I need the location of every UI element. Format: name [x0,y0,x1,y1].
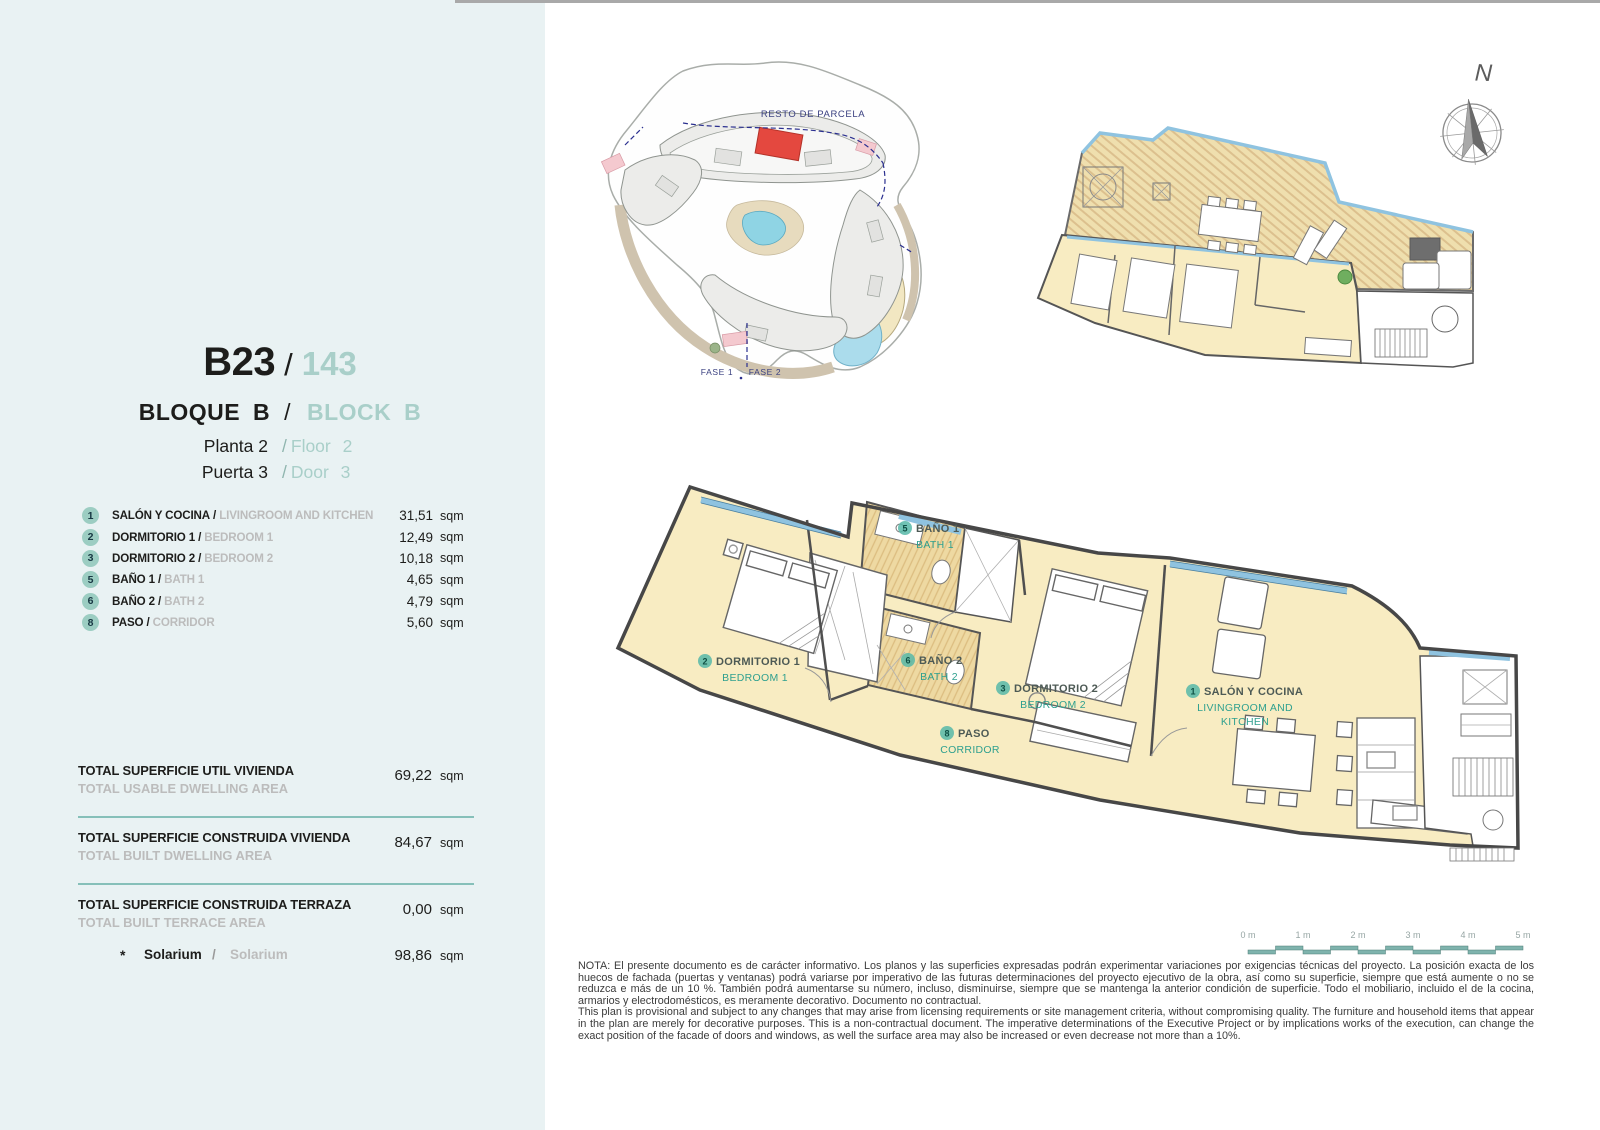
svg-text:BATH 2: BATH 2 [920,671,958,683]
total-title-es: TOTAL SUPERFICIE CONSTRUIDA VIVIENDA [78,830,351,845]
scale-tick: 3 m [1405,930,1421,940]
svg-text:PASO: PASO [958,728,990,740]
total-title-en: TOTAL BUILT DWELLING AREA [78,848,273,863]
total-built-area [78,830,474,863]
svg-text:BATH 1: BATH 1 [916,539,954,551]
svg-text:BAÑO 2: BAÑO 2 [919,655,963,667]
total-usable-area [78,763,474,796]
scale-tick: 4 m [1460,930,1476,940]
solarium-label-en: Solarium [230,947,288,962]
block-slash: / [284,399,291,425]
svg-text:SALÓN Y COCINA: SALÓN Y COCINA [1204,686,1304,698]
solarium-label-es: Solarium [144,947,202,962]
room-name-en: BATH 1 [164,573,205,587]
scale-bar-steps [1248,946,1523,954]
shower-stall [955,528,1019,622]
room-row: 2 DORMITORIO 1 / BEDROOM 1 12,49 sqm [78,526,474,547]
divider-line [78,883,474,885]
room-area-unit: sqm [440,572,464,587]
room-row: 3 DORMITORIO 2 / BEDROOM 2 10,18 sqm [78,548,474,569]
page-top-border [455,0,1600,3]
door-en: Door 3 [290,462,351,482]
scale-tick: 0 m [1240,930,1256,940]
fase1-label: FASE 1 [700,367,734,377]
note-english: This plan is provisional and subject to any changes that may arise from licensing requirements or site management criteria, without compromising quality. The furniture and household items that appear in the plan are merely for decorative purposes. This is a non-contractual document. The imperative determinations of the Executive Project or by implications works of the execution, can change the exact position of the facade of doors and windows, as well the surface area may also be increased or even decrease not more than a 10%. [578,1006,1534,1042]
room-area-unit: sqm [440,551,464,566]
door-slash: / [282,462,287,482]
block-es: BLOQUE B [138,399,271,425]
scale-tick: 2 m [1350,930,1366,940]
room-number-badge: 1 [82,507,99,524]
floor-slash: / [282,436,287,456]
unit-header [80,340,480,385]
scale-bar [1215,918,1535,963]
total-unit: sqm [440,903,464,917]
door-line [80,462,480,483]
room-row: 6 BAÑO 2 / BATH 2 4,79 sqm [78,591,474,612]
note-spanish: NOTA: El presente documento es de carácter informativo. Los planos y las superficies expresadas podrán experimentar variaciones por exigencias técnicas del proyecto. La posición exacta de los huecos de fachada (puertas y ventanas) podrá variarse por imperativo de las futuras determinaciones del proyecto ejecutivo de la obra, así como su superficie, siempre que está aumente o no se reduzca e más de un 10 %. También podrá aumentarse su número, incluso, disminuirse, siempre que se mantenga la anterior condición de superficie. Todo el mobiliario, incluido el de la cocina, armarios y electrodomésticos, es meramente decorativo. Documento no contractual. [578,960,1534,1007]
fase-divider-dot [740,377,743,380]
room-area-unit: sqm [440,615,464,630]
room-name-en: CORRIDOR [152,616,215,630]
unit-slash: / [284,347,293,382]
room-number-badge: 3 [82,550,99,567]
room-area: 5,60 [406,615,433,631]
solarium-slash: / [212,947,216,962]
room-name-es: DORMITORIO 2 [112,551,196,565]
block-en: BLOCK B [307,399,422,425]
total-value: 0,00 [402,901,432,918]
main-floor-plan [605,460,1535,960]
room-number-badge: 2 [82,529,99,546]
room-row: 8 PASO / CORRIDOR 5,60 sqm [78,612,474,633]
roof-stairs [1375,329,1427,357]
total-value: 84,67 [394,834,432,851]
room-number-badge: 6 [82,593,99,610]
resto-de-parcela-label: RESTO DE PARCELA [760,109,866,120]
floor-es: Planta 2 [203,436,268,456]
room-row: 5 BAÑO 1 / BATH 1 4,65 sqm [78,569,474,590]
solarium-unit: sqm [440,949,464,963]
room-name-es: BAÑO 1 [112,573,155,587]
legal-note [578,961,1534,1042]
room-area-unit: sqm [440,530,464,545]
room-name-en: BEDROOM 2 [204,551,274,565]
total-title-en: TOTAL USABLE DWELLING AREA [78,781,289,796]
svg-text:6: 6 [905,655,911,666]
floor-line [80,436,480,457]
room-name-es: PASO [112,616,144,630]
room-area: 12,49 [399,529,433,545]
svg-text:DORMITORIO 2: DORMITORIO 2 [1014,683,1099,695]
room-area: 31,51 [399,508,433,524]
room-area: 4,79 [406,593,433,609]
compass-north-letter: N [1474,59,1493,88]
solarium-row [78,947,474,965]
room-number-badge: 5 [82,571,99,588]
divider-line [78,816,474,818]
room-area: 10,18 [399,550,433,566]
room-name-es: SALÓN Y COCINA [112,509,210,523]
room-area: 4,65 [406,572,433,588]
total-title-es: TOTAL SUPERFICIE UTIL VIVIENDA [78,763,294,778]
room-row: 1 SALÓN Y COCINA / LIVINGROOM AND KITCHEN 31,51 sqm [78,505,474,526]
floor-en: Floor 2 [290,436,353,456]
svg-text:3: 3 [1000,683,1006,694]
total-terrace-area [78,897,474,930]
utility-zone [1420,656,1518,848]
total-value: 69,22 [394,767,432,784]
room-name-es: DORMITORIO 1 [112,530,196,544]
door-es: Puerta 3 [201,462,268,482]
svg-text:5: 5 [902,523,908,534]
room-area-unit: sqm [440,594,464,609]
unit-number: 143 [301,345,357,382]
svg-text:LIVINGROOM AND: LIVINGROOM AND [1197,702,1293,714]
svg-text:1: 1 [1190,686,1196,697]
svg-text:BEDROOM 2: BEDROOM 2 [1020,699,1086,711]
total-unit: sqm [440,769,464,783]
block-line [80,399,480,426]
site-plan [565,55,985,405]
room-list [78,505,474,633]
svg-text:DORMITORIO 1: DORMITORIO 1 [716,656,801,668]
room-number-badge: 8 [82,614,99,631]
scale-tick: 5 m [1515,930,1531,940]
svg-text:8: 8 [944,728,950,739]
room-name-es: BAÑO 2 [112,594,155,608]
exterior-stair [1450,848,1514,861]
room-area-unit: sqm [440,508,464,523]
solarium-value: 98,86 [394,947,432,964]
fase2-label: FASE 2 [748,367,782,377]
svg-text:KITCHEN: KITCHEN [1220,716,1270,728]
total-title-es: TOTAL SUPERFICIE CONSTRUIDA TERRAZA [78,897,352,912]
scale-tick: 1 m [1295,930,1311,940]
total-title-en: TOTAL BUILT TERRACE AREA [78,915,266,930]
total-unit: sqm [440,836,464,850]
solarium-roof-plan [1005,105,1485,395]
svg-text:2: 2 [702,656,708,667]
unit-code: B23 [203,340,276,384]
svg-text:BAÑO 1: BAÑO 1 [916,523,960,535]
room-name-en: BEDROOM 1 [204,530,274,544]
svg-text:CORRIDOR: CORRIDOR [940,744,1000,756]
room-name-en: LIVINGROOM AND KITCHEN [219,509,374,523]
solarium-star: * [120,947,126,963]
svg-text:BEDROOM 1: BEDROOM 1 [722,672,788,684]
room-name-en: BATH 2 [164,594,205,608]
